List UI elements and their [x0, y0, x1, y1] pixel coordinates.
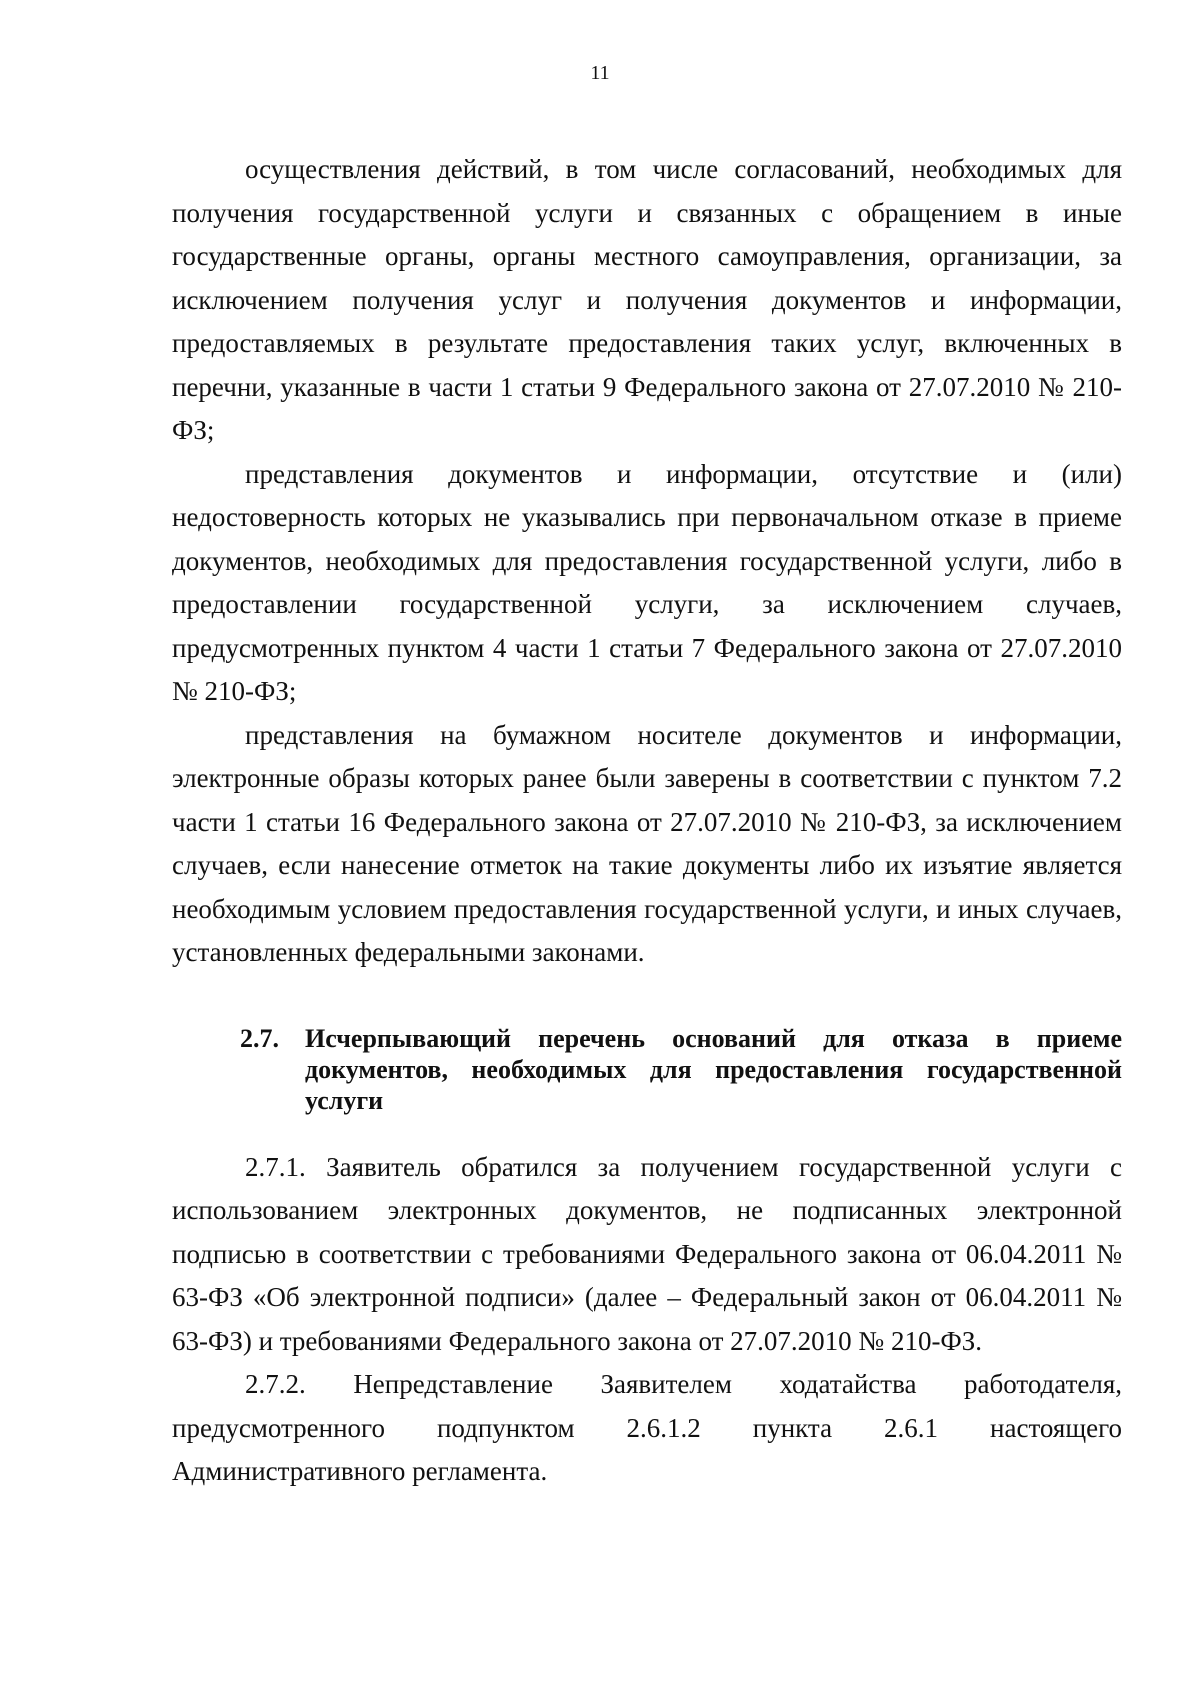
paragraph: осуществления действий, в том числе согласований, необходимых для получения государственной услуги и связанных с обращением в иные государственные органы, органы местного самоуправления, организации, за исключением получения услуг и получения документов и информации, предоставляемых в результате предоставления таких услуг, включенных в перечни, указанные в части 1 статьи 9 Федерального закона от 27.07.2010 № 210-ФЗ; — [172, 154, 1122, 445]
paragraph: 2.7.1. Заявитель обратился за получением государственной услуги с использованием электронных документов, не подписанных электронной подписью в соответствии с требованиями Федерального закона от 06.04.2011 № 63-ФЗ «Об электронной подписи» (далее – Федеральный закон от 06.04.2011 № 63-ФЗ) и требованиями Федерального закона от 27.07.2010 № 210-ФЗ. — [172, 1151, 1122, 1356]
paragraph: 2.7.2. Непредставление Заявителем ходатайства работодателя, предусмотренного подпунктом 2.6.1.2 пункта 2.6.1 настоящего Административного регламента. — [172, 1369, 1122, 1486]
document-body — [172, 148, 1122, 1494]
paragraph: представления на бумажном носителе документов и информации, электронные образы которых ранее были заверены в соответствии с пунктом 7.2 части 1 статьи 16 Федерального закона от 27.07.2010 № 210-ФЗ, за исключением случаев, если нанесение отметок на такие документы либо их изъятие является необходимым условием предоставления государственной услуги, и иных случаев, установленных федеральными законами. — [172, 719, 1122, 967]
section-heading — [172, 1023, 1122, 1116]
page-number: 11 — [590, 62, 610, 84]
paragraph: представления документов и информации, отсутствие и (или) недостоверность которых не указывались при первоначальном отказе в приеме документов, необходимых для предоставления государственной услуги, либо в предоставлении государственной услуги, за исключением случаев, предусмотренных пунктом 4 части 1 статьи 7 Федерального закона от 27.07.2010 № 210-ФЗ; — [172, 458, 1122, 706]
section-number: 2.7. — [240, 1023, 279, 1053]
section-title: Исчерпывающий перечень оснований для отказа в приеме документов, необходимых для предоставления государственной услуги — [305, 1023, 1122, 1115]
